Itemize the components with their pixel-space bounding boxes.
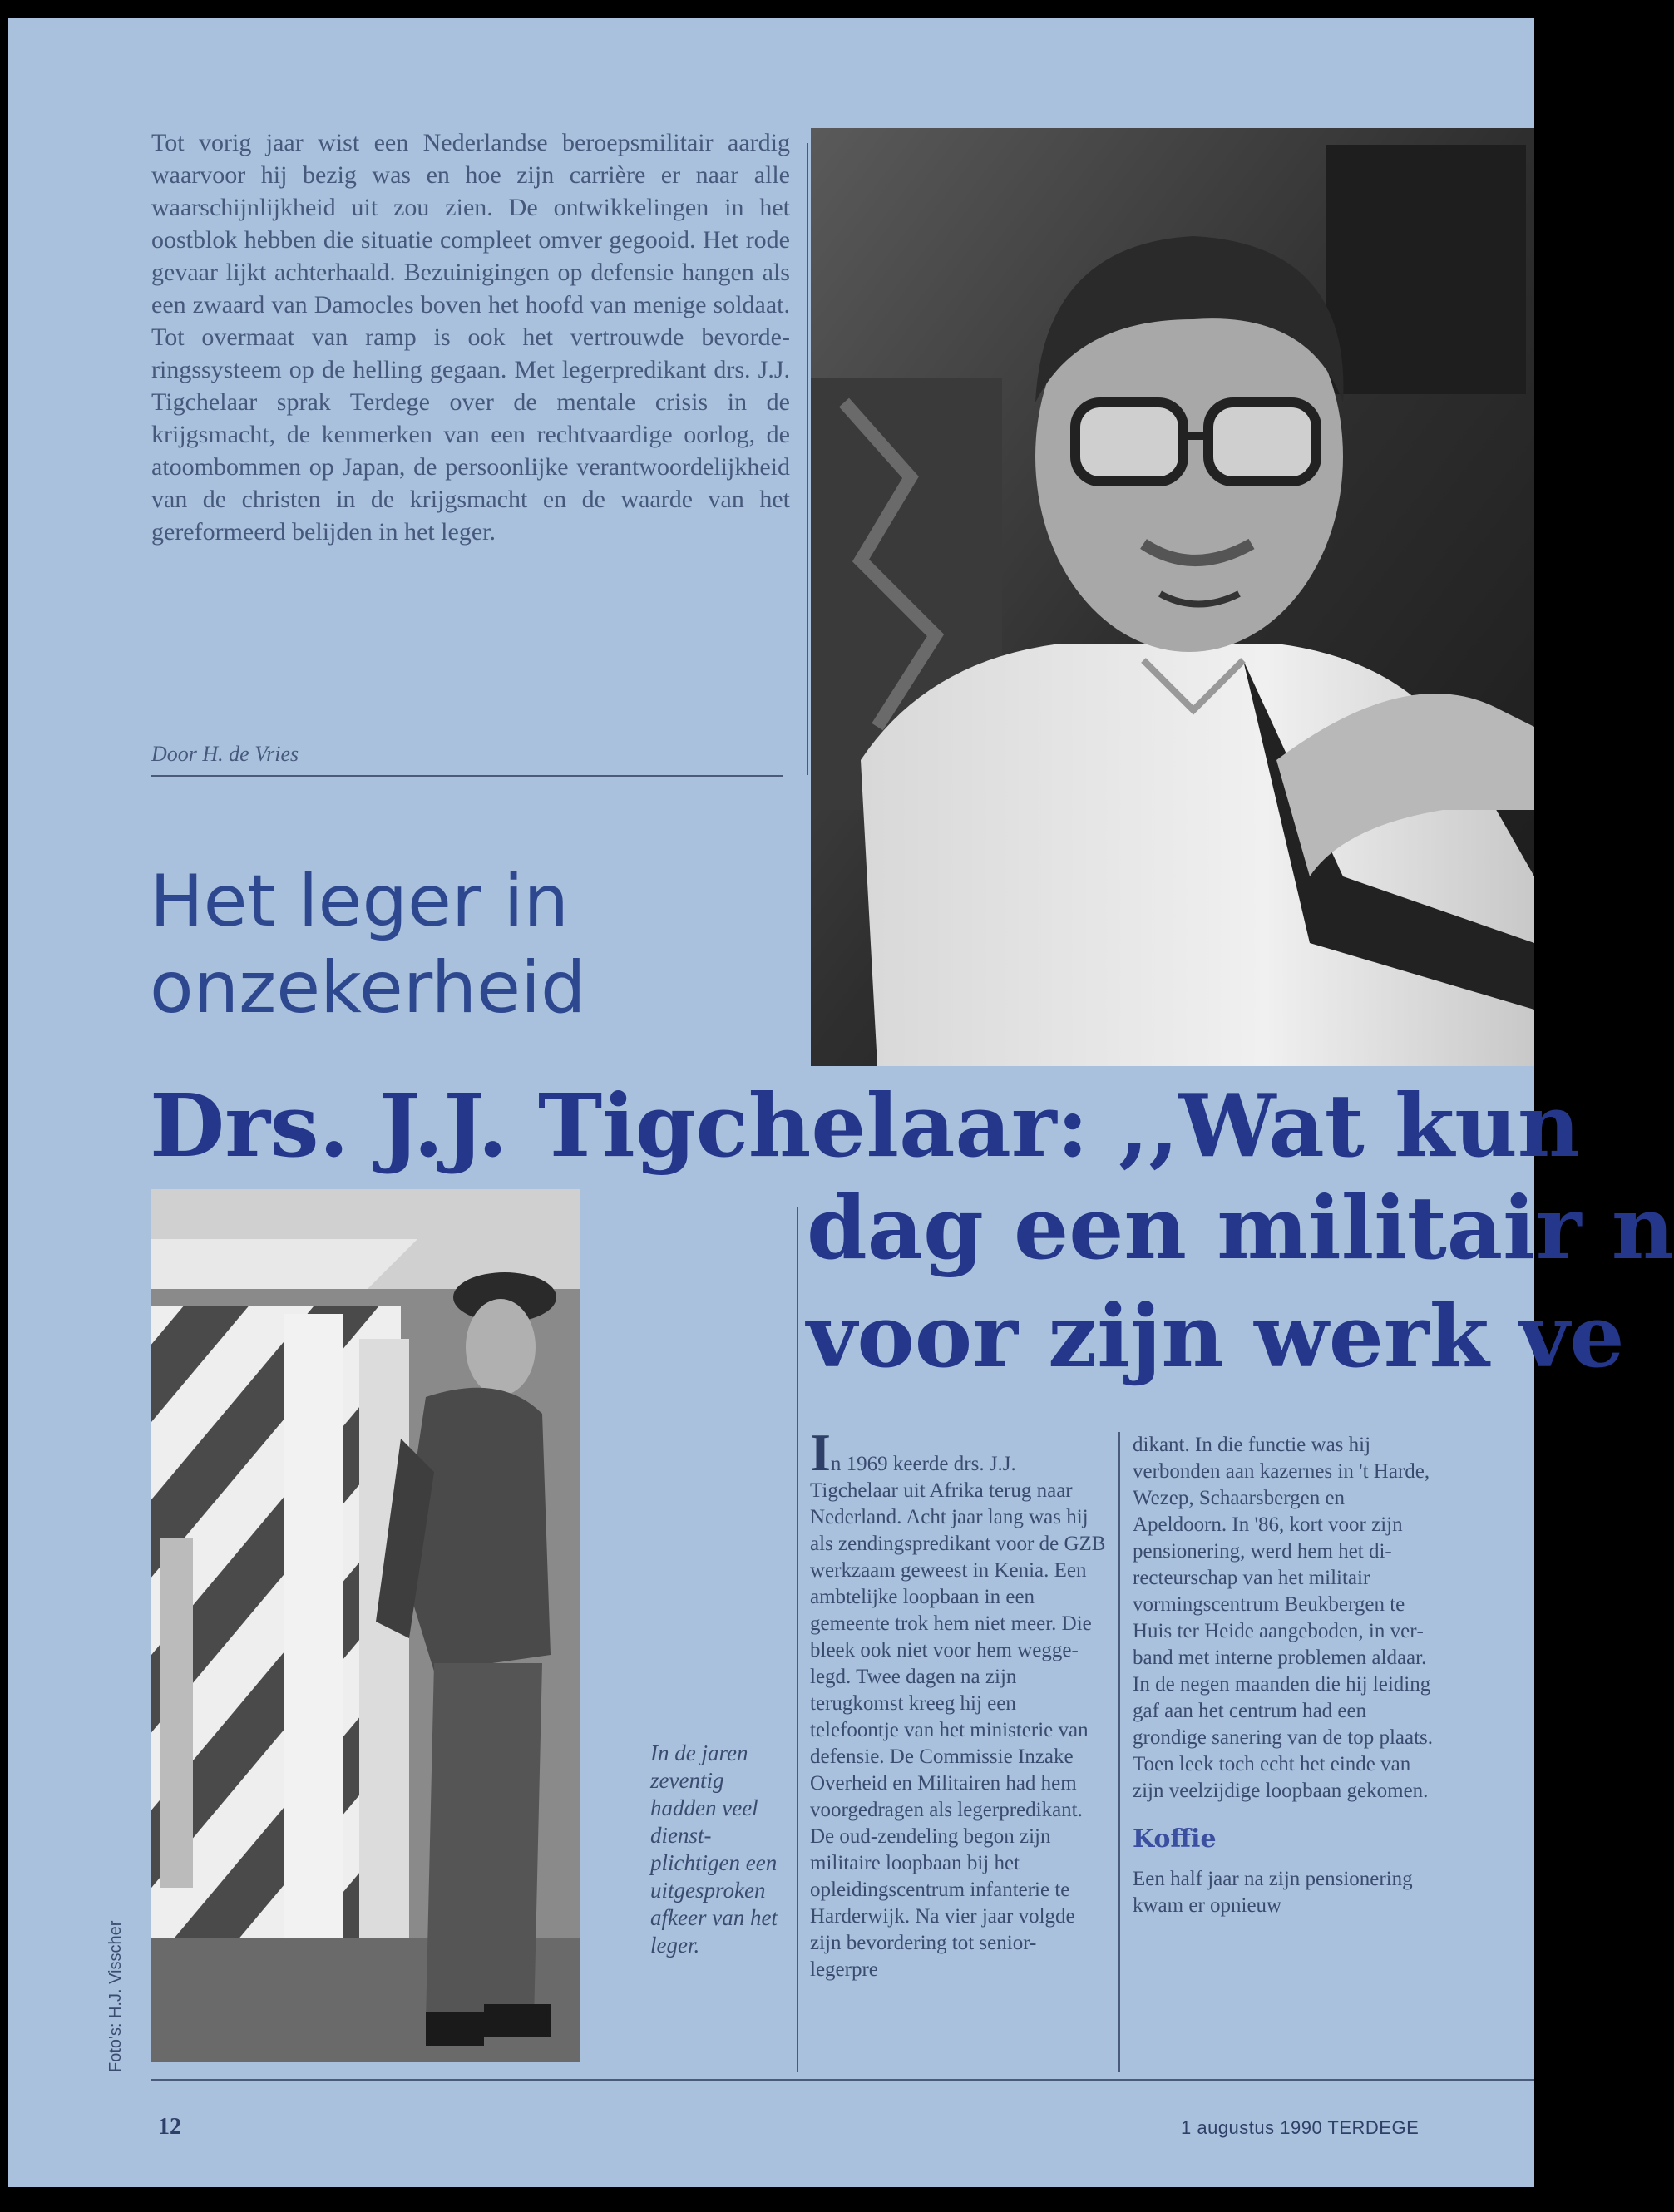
- byline: Door H. de Vries: [151, 742, 299, 766]
- magazine-page: [8, 18, 1674, 2187]
- headline-line-2: dag een militair n: [807, 1177, 1674, 1279]
- body-paragraph: dikant. In die functie was hij verbonden aan kazernes in 't Harde, Wezep, Schaarsbergen en Apeldoorn. In '86, kort voor zijn pensionering, werd hem het directeurschap van het militair vormingscentrum Beukbergen te Huis ter Heide aangeboden, in verband met interne problemen aldaar. In de negen maanden die hij leiding gaf aan het centrum had een grondige sanering van de top plaats. Toen leek toch echt het einde van zijn veelzijdige loopbaan gekomen.: [1133, 1434, 1434, 1802]
- column-divider-top: [807, 143, 808, 775]
- intro-text: [151, 126, 790, 548]
- footer-divider: [151, 2079, 1534, 2081]
- body-paragraph: [810, 1423, 1106, 1983]
- soldier-photo: [151, 1189, 580, 2062]
- issue-date: 1 augustus 1990 TERDEGE: [1181, 2117, 1420, 2138]
- page-number: 12: [158, 2114, 181, 2140]
- column-divider-body: [1118, 1432, 1120, 2072]
- headline-line-3: voor zijn werk ve: [807, 1285, 1625, 1387]
- photo-caption: In de jaren zeventig hadden veel dienstplichtigen een uitgesproken afkeer van het leger.: [650, 1740, 778, 1958]
- photo-credit: Foto's: H.J. Visscher: [106, 1920, 125, 2072]
- drop-cap: I: [810, 1423, 831, 1482]
- headline-line-1: Drs. J.J. Tigchelaar: ,,Wat kun: [150, 1074, 1581, 1177]
- body-paragraph: Een half jaar na zijn pensionering kwam er opnieuw: [1133, 1868, 1413, 1917]
- intro-divider: [151, 775, 783, 777]
- intro-paragraph: Tot vorig jaar wist een Nederlandse beroepsmilitair aardig waarvoor hij bezig was en hoe zijn carrière er naar alle waarschijnlijkheid uit zou zien. De ontwikkelingen in het oostblok hebben die situatie compleet omver gegooid. Het rode gevaar lijkt achterhaald. Bezuinigingen op defensie hangen als een zwaard van Damocles boven het hoofd van menige soldaat. Tot overmaat van ramp is ook het vertrouwde bevorderingssysteem op de helling gegaan. Met legerpredikant drs. J.J. Tigchelaar sprak Terdege over de mentale crisis in de krijgsmacht, de kenmerken van een rechtvaardige oorlog, de atoombommen op Japan, de persoonlijke verantwoordelijkheid van de christen in de krijgsmacht en de waarde van het gereformeerd belijden in het leger.: [151, 129, 790, 546]
- title-line: Het leger in: [150, 860, 570, 943]
- body-text: n 1969 keerde drs. J.J. Tigchelaar uit Afrika terug naar Nederland. Acht jaar lang was hij als zendingspredikant voor de GZB werkzaam geweest in Kenia. Een ambtelijke loopbaan in een gemeente trok hem niet meer. Die bleek ook niet voor hem weggelegd. Twee dagen na zijn terugkomst kreeg hij een telefoontje van het ministerie van defensie. De Commissie Inzake Overheid en Militairen had hem voorgedragen als legerpredikant. De oud-zendeling begon zijn militaire loopbaan bij het opleidingscentrum infanterie te Harderwijk. Na vier jaar volgde zijn bevordering tot senior-legerpre: [810, 1453, 1106, 1981]
- subheading: Koffie: [1133, 1824, 1217, 1854]
- article-title: [150, 858, 798, 1031]
- portrait-photo: [811, 128, 1534, 1066]
- body-column-2: [1133, 1432, 1440, 1919]
- body-column-1: [810, 1423, 1106, 1983]
- title-line: onzekerheid: [150, 946, 586, 1029]
- column-divider-caption: [797, 1207, 798, 2072]
